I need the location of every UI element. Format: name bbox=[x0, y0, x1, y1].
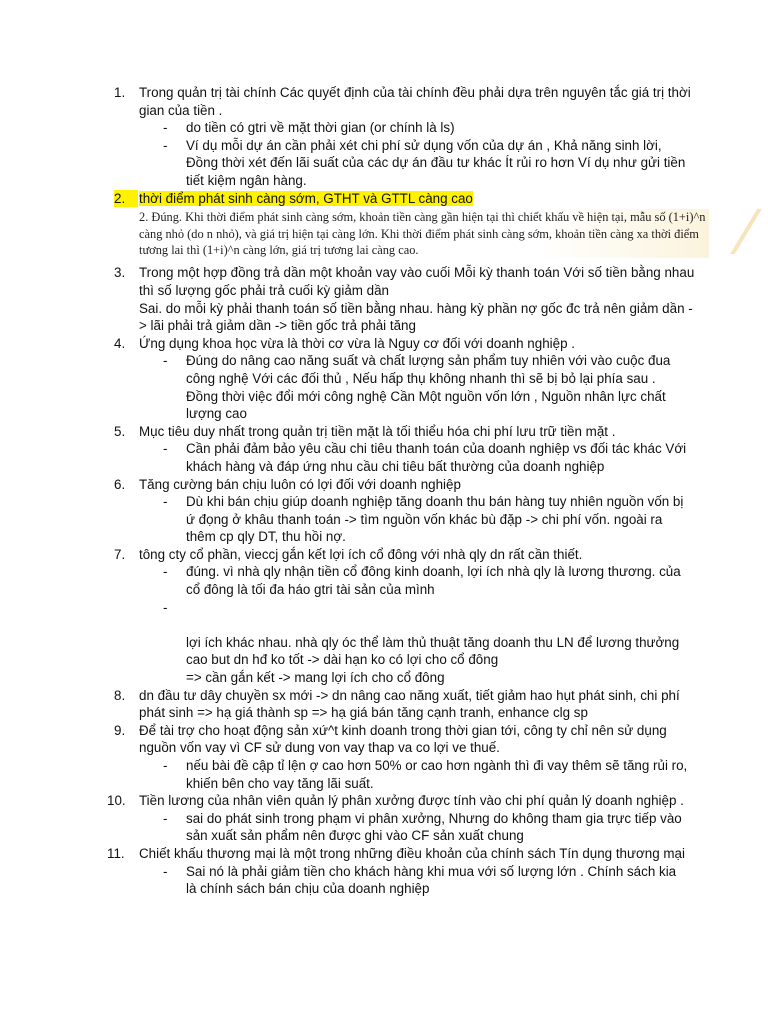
sub-item-text: sai do phát sinh trong phạm vi phân xưởng, Nhưng do không tham gia trực tiếp vào sản xuất sản phẩm nên được ghi vào CF sản xuất chung bbox=[186, 810, 682, 844]
item-text: Mục tiêu duy nhất trong quản trị tiền mặt là tối thiểu hóa chi phí lưu trữ tiền mặt . bbox=[139, 423, 616, 439]
item-number: 4. bbox=[114, 335, 126, 351]
item-number: 3. bbox=[114, 265, 126, 281]
list-item-2 bbox=[0, 190, 768, 208]
item-text: Để tài trợ cho hoạt động sản xứ^t kinh doanh trong thời gian tới, công ty chỉ nên sử dụng nguồn vốn vay vì CF sử dung von vay thap va co lợi ve thuế. bbox=[139, 722, 667, 756]
dash-bullet: - bbox=[163, 353, 168, 369]
dash-bullet: - bbox=[163, 120, 168, 136]
list-item-5 bbox=[0, 423, 768, 441]
list-item-11 bbox=[0, 845, 768, 863]
sub-item bbox=[0, 757, 768, 792]
item-text: Tiền lương của nhân viên quản lý phân xưởng được tính vào chi phí quản lý doanh nghiệp . bbox=[139, 793, 684, 809]
item-number: 8. bbox=[114, 687, 126, 703]
sub-item-text: lợi ích khác nhau. nhà qly óc thể làm thủ thuật tăng doanh thu LN để lương thưởng cao but dn hđ ko tốt -> dài hạn ko có lợi cho cổ đông => cần gắn kết -> mang lợi ích cho cổ đông bbox=[186, 634, 680, 686]
item-text: Ứng dụng khoa học vừa là thời cơ vừa là Nguy cơ đối với doanh nghiệp . bbox=[139, 335, 575, 351]
list-item-3 bbox=[0, 264, 768, 299]
item-number: 5. bbox=[114, 423, 126, 439]
list-item-4 bbox=[0, 335, 768, 353]
dash-bullet: - bbox=[163, 599, 168, 615]
highlighted-item-text: thời điểm phát sinh càng sớm, GTHT và GTTL càng cao bbox=[139, 190, 473, 206]
item-number: 2. bbox=[114, 190, 138, 208]
sub-item-text: đúng. vì nhà qly nhận tiền cổ đông kinh doanh, lợi ích nhà qly là lương thương. của cổ đông là tối đa háo gtri tài sản của mình bbox=[186, 564, 681, 598]
sub-item bbox=[0, 599, 768, 687]
dash-bullet: - bbox=[163, 441, 168, 457]
list-item-6 bbox=[0, 476, 768, 494]
document-page bbox=[0, 84, 768, 898]
item-number: 7. bbox=[114, 546, 126, 562]
scanned-answer-text: 2. Đúng. Khi thời điểm phát sinh càng sớm, khoản tiền càng gần hiện tại thì chiết khấu về hiện tại, mẫu số (1+i)^n càng nhỏ (do n nhỏ), và giá trị hiện tại càng lớn. Khi thời điểm phát sinh càng sớm, khoản tiền càng xa thời điểm tương lai thì (1+i)^n càng lớn, giá trị tương lai càng cao. bbox=[139, 210, 706, 257]
item-text: dn đầu tư dây chuyền sx mới -> dn nâng cao năng xuất, tiết giảm hao hụt phát sinh, chi phí phát sinh => hạ giá thành sp => hạ giá bán tăng cạnh tranh, enhance clg sp bbox=[139, 687, 680, 721]
dash-bullet: - bbox=[163, 810, 168, 826]
list-item-10 bbox=[0, 792, 768, 810]
sub-item bbox=[0, 563, 768, 598]
item-number: 6. bbox=[114, 476, 126, 492]
item-text: tông cty cổ phần, vieccj gắn kết lợi ích cổ đông với nhà qly dn rất cần thiết. bbox=[139, 546, 583, 562]
dash-bullet: - bbox=[163, 758, 168, 773]
sub-item-text: Đúng do nâng cao năng suất và chất lượng sản phẩm tuy nhiên với vào cuộc đua công nghệ Với các đối thủ , Nếu hấp thụ không nhanh thì sẽ bị bỏ lại phía sau . Đồng thời việc đổi mới công nghệ Cần Một nguồn vốn lớn , Nguồn nhân lực chất lượng cao bbox=[186, 353, 671, 422]
list-item-1 bbox=[0, 84, 768, 119]
sub-item bbox=[0, 137, 768, 190]
item-number: 9. bbox=[114, 722, 126, 738]
item-text: Trong quản trị tài chính Các quyết định của tài chính đều phải dựa trên nguyên tắc giá trị thời gian của tiền . bbox=[139, 85, 691, 118]
dash-bullet: - bbox=[163, 863, 168, 879]
item-number: 11. bbox=[107, 845, 125, 861]
sub-item-text: Sai nó là phải giảm tiền cho khách hàng khi mua với số lượng lớn . Chính sách kia là chính sách bán chịu của doanh nghiệp bbox=[186, 863, 677, 897]
sub-item-text: Ví dụ mỗi dự án cần phải xét chi phí sử dụng vốn của dự án , Khả năng sinh lời, Đồng thời xét đến lãi suất của các dự án đầu tư khác Ít rủi ro hơn Ví dụ như gửi tiền tiết kiệm ngân hàng. bbox=[186, 137, 686, 188]
list-item-9 bbox=[0, 722, 768, 757]
list-item-8 bbox=[0, 687, 768, 722]
sub-item-text: do tiền có gtri về mặt thời gian (or chính là ls) bbox=[186, 120, 455, 136]
dash-bullet: - bbox=[163, 494, 168, 510]
sub-item-text: Cần phải đảm bảo yêu cầu chi tiêu thanh toán của doanh nghiệp vs đối tác khác Với khách hàng và đáp ứng nhu cầu chi tiêu bất thường của doanh nghiệp bbox=[186, 441, 687, 474]
dash-bullet: - bbox=[163, 564, 168, 580]
watermark-mark: ⁄ bbox=[740, 198, 751, 269]
item-number: 1. bbox=[114, 85, 126, 100]
item-text: Tăng cường bán chịu luôn có lợi đối với doanh nghiệp bbox=[139, 476, 461, 492]
answer-note: Sai. do mỗi kỳ phải thanh toán số tiền bằng nhau. hàng kỳ phần nợ gốc đc trả nên giảm dần -> lãi phải trả giảm dần -> tiền gốc trả phải tăng bbox=[139, 300, 693, 334]
sub-item bbox=[0, 440, 768, 475]
dash-bullet: - bbox=[163, 137, 168, 153]
sub-item-text: nếu bài đề cập tỉ lện ợ cao hơn 50% or cao hơn ngành thì đi vay thêm sẽ tăng rủi ro, khiến bên cho vay tăng lãi suất. bbox=[186, 758, 688, 791]
sub-item bbox=[0, 863, 768, 898]
item-number: 10. bbox=[107, 793, 126, 809]
sub-item-text: Dù khi bán chịu giúp doanh nghiệp tăng doanh thu bán hàng tuy nhiên nguồn vốn bị ứ đọng ở khâu thanh toán -> tìm nguồn vốn khác bù đặp -> chi phí vốn. ngoài ra thêm cp qly DT, thu hồi nợ. bbox=[186, 494, 684, 545]
sub-item bbox=[0, 119, 768, 137]
sub-item bbox=[0, 810, 768, 845]
item-text: Chiết khấu thương mại là một trong những điều khoản của chính sách Tín dụng thương mại bbox=[139, 845, 685, 861]
sub-item bbox=[0, 493, 768, 546]
item-text: Trong một hợp đồng trả dần một khoản vay vào cuối Mỗi kỳ thanh toán Với số tiền bằng nhau thì số lượng gốc phải trả cuối kỳ giảm dần bbox=[139, 265, 695, 298]
sub-item bbox=[0, 352, 768, 422]
list-item-7 bbox=[0, 546, 768, 564]
